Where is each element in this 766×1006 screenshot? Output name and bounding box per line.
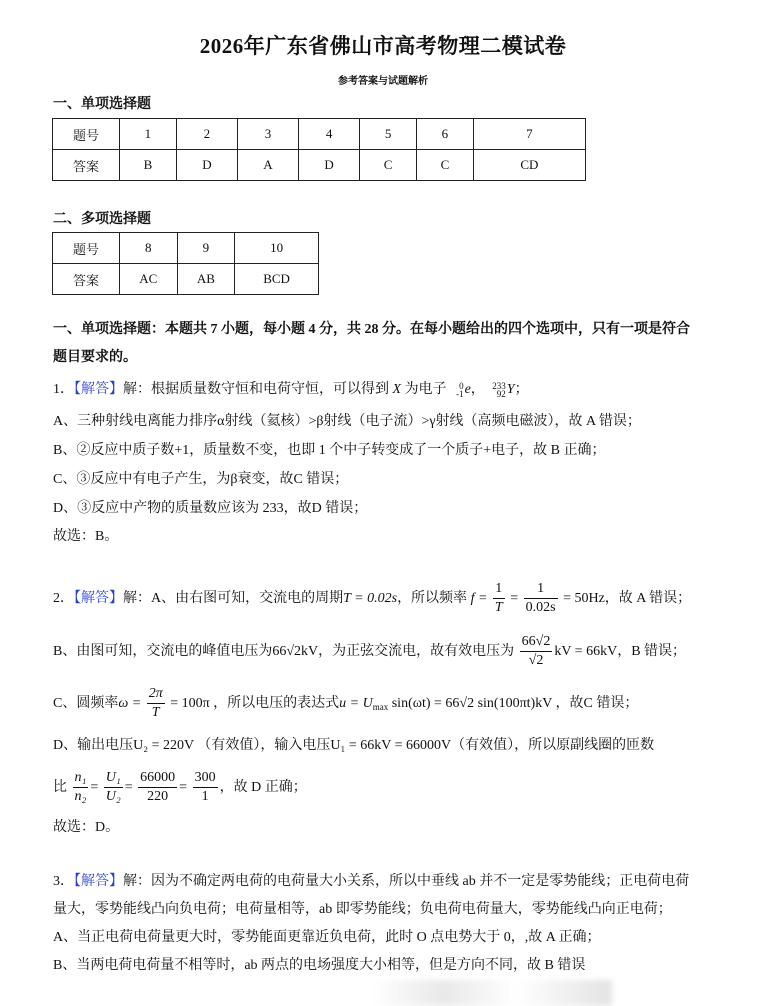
q2-a-lead: 解：A、由右图可知，交流电的周期 [123,591,344,606]
single-choice-answer-table [52,118,586,181]
q2-a-result: = 50Hz，故 A 错误； [563,591,692,606]
fraction-denominator: T [151,705,160,721]
cell-answer: AB [177,264,235,295]
q1-lead-text: 解：根据质量数守恒和电荷守恒，可以得到 [123,382,389,398]
cell-number: 10 [235,233,319,264]
q1-mid-text: 为电子 [404,382,447,398]
row-label: 答案 [53,150,120,181]
q2-b-lead: B、由图可知，交流电的峰值电压为66√2kV，为正弦交流电，故有效电压为 [53,644,515,659]
watermark-overlay [372,980,612,1006]
q2-option-b [53,632,686,672]
table-row [53,264,319,295]
q1-number: 1． [53,382,74,398]
row-label: 题号 [53,233,120,264]
cell-answer: B [120,150,177,181]
cell-answer: D [299,150,360,181]
table-row [53,119,586,150]
q2-option-d-line-2: 比 $\frac{\text{n₁}}{\text{n₂}}$ = $\frac{\text{U₁}}{\text{U₂}}$ = $\frac{66000}{220}$ = $\frac{300}{1}$ ，故 D 正确； [53,770,307,805]
q3-option-a: A、当正电荷电荷量更大时，零势能面更靠近负电荷，此时 O 点电势大于 0，,故 A 正确； [53,930,601,945]
q2-d-fraction-3 [138,769,177,806]
q1-end-punct: ； [514,382,529,398]
fraction-numerator: 66000 [138,769,177,788]
q2-a-period: T = 0.02s [343,591,398,606]
fraction-denominator: 220 [147,789,169,805]
q2-c-expr: u = U [339,696,373,711]
cell-number: 5 [360,119,417,150]
q1-e-mass: 0 [459,381,464,391]
section-intro-line-1: 一、单项选择题：本题共 7 小题，每小题 4 分，共 28 分。在每小题给出的四个选项中，只有一项是符合 [53,322,690,337]
fraction-numerator: U₁ [104,769,123,788]
single-choice-heading: 一、单项选择题 [53,97,151,112]
fraction-denominator: T [494,600,503,616]
q1-y-charge: 92 [496,389,506,399]
q2-a-mid: ，所以频率 [397,591,468,606]
cell-number: 2 [176,119,237,150]
q2-a-fraction-1 [493,580,505,617]
cell-answer: A [237,150,298,181]
q1-option-a: A、三种射线电离能力排序α射线（氦核）>β射线（电子流）>γ射线（高频电磁波），故 A 错误； [53,414,641,429]
cell-number: 6 [417,119,474,150]
fraction-denominator: 1 [201,789,209,805]
fraction-denominator: U₂ [105,789,121,805]
q2-b-fraction [520,633,553,670]
cell-answer: D [176,150,237,181]
q1-option-d: D、③反应中产物的质量数应该为 233，故D 错误； [53,501,368,516]
cell-answer: C [417,150,474,181]
q2-option-d-line-1: D、输出电压U₂ = 220V （有效值），输入电压U₁ = 66kV = 66000V（有效值），所以原副线圈的匝数 [53,738,655,753]
q1-y-notation [485,380,507,400]
q2-d-result: ，故 D 正确； [219,780,307,795]
q3-line-1-text: 解：因为不确定两电荷的电荷量大小关系，所以中垂线 ab 并不一定是零势能线；正电荷电荷 [123,874,690,889]
cell-number: 4 [299,119,360,150]
q1-y-symbol: Y [506,382,515,398]
q2-c-lead: C、圆频率 [53,696,119,711]
q3-option-b: B、当两电荷电荷量不相等时，ab 两点的电场强度大小相等，但是方向不同，故 B 错误 [53,958,586,973]
document-title: 2026年广东省佛山市高考物理二模试卷 [199,34,567,58]
q2-option-a [53,579,691,619]
row-label: 答案 [53,264,120,295]
row-label: 题号 [53,119,120,150]
cell-number: 1 [120,119,177,150]
q2-d-fraction-2 [104,769,123,806]
cell-answer: AC [120,264,178,295]
fraction-numerator: 300 [193,769,218,788]
q1-y-mass: 233 [492,381,506,391]
q3-line-1 [53,872,689,892]
cell-answer: BCD [235,264,319,295]
q3-solution-tag: 【解答】 [74,874,123,889]
multi-choice-heading: 二、多项选择题 [53,212,151,227]
q2-a-fraction-2 [524,580,558,617]
q2-c-sub: max [372,702,389,712]
q1-option-b: B、②反应中质子数+1，质量数不变，也即 1 个中子转变成了一个质子+电子，故 B 正确； [53,443,606,458]
section-intro-line-2: 题目要求的。 [53,350,137,365]
q2-c-fraction [147,685,165,722]
cell-number: 8 [120,233,178,264]
cell-answer: CD [473,150,585,181]
multi-choice-answer-table [52,232,319,295]
q1-electron-notation [447,380,465,400]
q2-d-fraction-1 [73,769,89,806]
q2-c-tail: sin(ωt) = 66√2 sin(100πt)kV ，故C 错误； [391,696,639,711]
q2-d-bi: 比 [53,780,67,795]
fraction-numerator: 66√2 [520,633,553,652]
fraction-denominator: √2 [528,653,544,669]
q1-choice: 故选：B。 [53,529,119,544]
q1-e-charge: -1 [456,389,464,399]
q2-c-omega: ω = [118,696,142,711]
fraction-numerator: n₁ [73,769,89,788]
document-subtitle: 参考答案与试题解析 [338,76,428,87]
q1-solution-lead: 1．【解答】解：根据质量数守恒和电荷守恒，可以得到 X 为电子 0 -1 e， 233 92 Y； [53,380,529,400]
cell-number: 9 [177,233,235,264]
q3-number: 3． [53,874,74,889]
fraction-numerator: 1 [493,580,505,599]
cell-number: 3 [237,119,298,150]
fraction-numerator: 2π [147,685,165,704]
q2-number: 2． [53,591,74,606]
fraction-numerator: 1 [524,580,558,599]
q1-option-c: C、③反应中有电子产生，为β衰变，故C 错误； [53,472,349,487]
q2-b-result: kV = 66kV，B 错误； [554,644,687,659]
q1-x-symbol: X [392,382,402,398]
q2-a-eq: = [510,591,519,606]
table-row [53,150,586,181]
q2-solution-tag: 【解答】 [74,591,123,606]
q2-a-f: f = [470,591,488,606]
q1-e-symbol: e [464,382,471,398]
fraction-denominator: 0.02s [525,600,556,616]
table-row [53,233,319,264]
q2-c-result: = 100π ，所以电压的表达式 [170,696,340,711]
q2-d-fraction-4 [193,769,218,806]
fraction-denominator: n₂ [74,789,87,805]
q1-solution-tag: 【解答】 [74,382,123,398]
q2-choice: 故选：D。 [53,820,120,835]
cell-number: 7 [473,119,585,150]
q2-option-c [53,684,638,727]
cell-answer: C [360,150,417,181]
q3-line-2: 量大，零势能线凸向负电荷；电荷量相等，ab 即零势能线；负电荷电荷量大，零势能线凸向正电荷； [53,902,672,917]
